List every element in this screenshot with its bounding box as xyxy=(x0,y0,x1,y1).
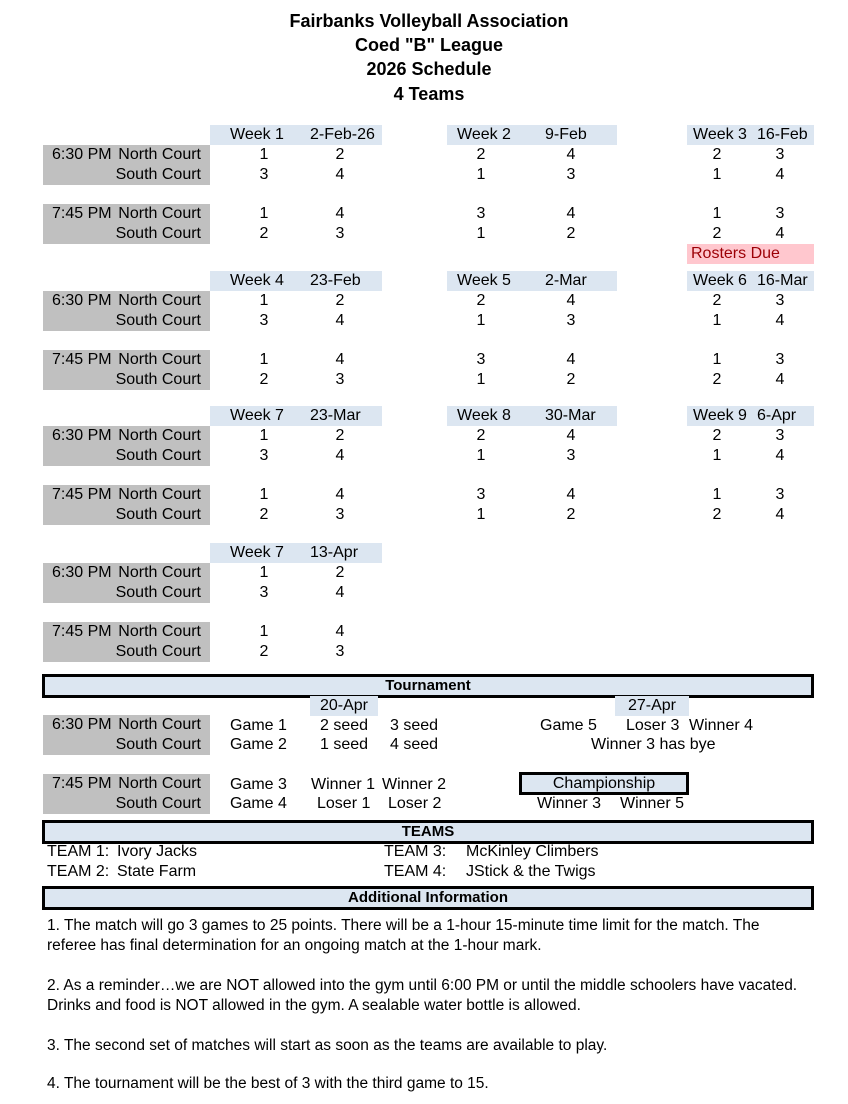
week-date: 30-Mar xyxy=(545,407,596,424)
match-team: 3 xyxy=(259,584,269,601)
match-team: 1 xyxy=(712,312,722,329)
time-label: 7:45 PM xyxy=(52,775,112,792)
match-team: 1 xyxy=(259,623,269,640)
match-team: 2 xyxy=(712,427,722,444)
match-team: 2 xyxy=(259,371,269,388)
match-team: 4 xyxy=(335,166,345,183)
court-label: North Court xyxy=(118,427,201,444)
match-team: 1 xyxy=(476,447,486,464)
week-label: Week 4 xyxy=(230,272,284,289)
week-label: Week 7 xyxy=(230,407,284,424)
time-label: 7:45 PM xyxy=(52,205,112,222)
time-block-630 xyxy=(43,145,210,185)
match-team: 3 xyxy=(335,643,345,660)
match-team: 4 xyxy=(335,351,345,368)
match-team: 1 xyxy=(259,564,269,581)
week-header xyxy=(210,406,382,426)
week-label: Week 1 xyxy=(230,126,284,143)
match-team: 3 xyxy=(775,427,785,444)
info-item-4: 4. The tournament will be the best of 3 with the third game to 15. xyxy=(47,1075,489,1092)
match-team: 2 xyxy=(712,146,722,163)
week-date: 2-Feb-26 xyxy=(310,126,375,143)
team-2-name: State Farm xyxy=(117,863,197,880)
time-label: 6:30 PM xyxy=(52,292,112,309)
week-label: Week 8 xyxy=(457,407,511,424)
game-label: Game 3 xyxy=(230,776,287,793)
match-team: 2 xyxy=(476,427,486,444)
week-header xyxy=(210,543,382,563)
match-team: 1 xyxy=(259,486,269,503)
week-date: 23-Feb xyxy=(310,272,361,289)
match-team: 3 xyxy=(335,506,345,523)
match-team: 4 xyxy=(775,371,785,388)
championship-team-b: Winner 5 xyxy=(620,795,685,812)
game-team-b: Winner 4 xyxy=(689,717,754,734)
match-team: 4 xyxy=(566,486,576,503)
time-label: 6:30 PM xyxy=(52,564,112,581)
game-team-a: Winner 1 xyxy=(311,776,376,793)
week-header xyxy=(687,125,814,145)
week-header xyxy=(447,271,617,291)
match-team: 3 xyxy=(259,166,269,183)
match-team: 2 xyxy=(335,146,345,163)
week-header xyxy=(210,271,382,291)
week-date: 16-Feb xyxy=(757,126,808,143)
time-block-630 xyxy=(43,563,210,603)
match-team: 4 xyxy=(566,351,576,368)
time-label: 7:45 PM xyxy=(52,623,112,640)
title-schedule: 2026 Schedule xyxy=(366,59,492,79)
team-4-name: JStick & the Twigs xyxy=(466,863,596,880)
tournament-time-block-745 xyxy=(43,774,210,814)
game-team-b: 4 seed xyxy=(390,736,439,753)
week-header xyxy=(447,125,617,145)
match-team: 2 xyxy=(335,564,345,581)
game-label: Game 2 xyxy=(230,736,287,753)
match-team: 4 xyxy=(775,447,785,464)
match-team: 2 xyxy=(712,225,722,242)
match-team: 1 xyxy=(259,205,269,222)
tournament-header: Tournament xyxy=(42,674,814,698)
match-team: 4 xyxy=(335,584,345,601)
time-block-630 xyxy=(43,426,210,466)
match-team: 4 xyxy=(566,427,576,444)
court-label: South Court xyxy=(115,643,201,660)
week-label: Week 7 xyxy=(230,544,284,561)
court-label: North Court xyxy=(118,775,201,792)
week-date: 13-Apr xyxy=(310,544,359,561)
match-team: 2 xyxy=(712,292,722,309)
court-label: South Court xyxy=(115,447,201,464)
court-label: South Court xyxy=(115,312,201,329)
match-team: 2 xyxy=(476,292,486,309)
match-team: 2 xyxy=(335,292,345,309)
match-team: 1 xyxy=(259,146,269,163)
team-2-label: TEAM 2: xyxy=(47,863,110,880)
game-team-b: 3 seed xyxy=(390,717,439,734)
match-team: 3 xyxy=(566,447,576,464)
match-team: 1 xyxy=(712,486,722,503)
time-label: 7:45 PM xyxy=(52,351,112,368)
week-label: Week 3 xyxy=(693,126,747,143)
match-team: 3 xyxy=(259,447,269,464)
bye-note: Winner 3 has bye xyxy=(591,736,716,753)
match-team: 2 xyxy=(259,643,269,660)
tournament-time-block-630 xyxy=(43,715,210,755)
championship-header: Championship xyxy=(519,772,689,795)
time-label: 6:30 PM xyxy=(52,716,112,733)
tournament-date-2 xyxy=(615,696,689,716)
game-team-a: Loser 1 xyxy=(317,795,371,812)
time-block-745 xyxy=(43,350,210,390)
week-label: Week 9 xyxy=(693,407,747,424)
match-team: 2 xyxy=(566,225,576,242)
week-date: 2-Mar xyxy=(545,272,587,289)
week-date: 9-Feb xyxy=(545,126,587,143)
time-block-745 xyxy=(43,485,210,525)
additional-info-header: Additional Information xyxy=(42,886,814,910)
week-date: 6-Apr xyxy=(757,407,797,424)
court-label: South Court xyxy=(115,736,201,753)
match-team: 1 xyxy=(476,312,486,329)
time-label: 6:30 PM xyxy=(52,427,112,444)
team-1-name: Ivory Jacks xyxy=(117,843,198,860)
court-label: South Court xyxy=(115,584,201,601)
court-label: North Court xyxy=(118,351,201,368)
match-team: 1 xyxy=(712,166,722,183)
week-label: Week 2 xyxy=(457,126,511,143)
time-label: 6:30 PM xyxy=(52,146,112,163)
week-header xyxy=(687,271,814,291)
match-team: 3 xyxy=(775,486,785,503)
match-team: 3 xyxy=(335,225,345,242)
week-label: Week 5 xyxy=(457,272,511,289)
week-label: Week 6 xyxy=(693,272,747,289)
team-3-name: McKinley Climbers xyxy=(466,843,599,860)
court-label: North Court xyxy=(118,564,201,581)
week-header xyxy=(447,406,617,426)
match-team: 4 xyxy=(335,486,345,503)
court-label: North Court xyxy=(118,486,201,503)
rosters-due-note: Rosters Due xyxy=(687,244,814,264)
game-team-a: Loser 3 xyxy=(626,717,680,734)
court-label: North Court xyxy=(118,292,201,309)
title-teams-count: 4 Teams xyxy=(393,84,465,104)
team-3-label: TEAM 3: xyxy=(384,843,447,860)
match-team: 4 xyxy=(566,292,576,309)
court-label: South Court xyxy=(115,371,201,388)
match-team: 1 xyxy=(259,292,269,309)
match-team: 3 xyxy=(566,312,576,329)
game-team-a: 2 seed xyxy=(320,717,369,734)
week-header xyxy=(687,406,814,426)
match-team: 1 xyxy=(476,166,486,183)
court-label: South Court xyxy=(115,795,201,812)
info-item-1: 1. The match will go 3 games to 25 points. There will be a 1-hour 15-minute time limit for the match. The referee has final determination for an ongoing match at the 1-hour mark. xyxy=(47,917,760,954)
time-label: 7:45 PM xyxy=(52,486,112,503)
title-league: Coed "B" League xyxy=(354,35,504,55)
match-team: 2 xyxy=(476,146,486,163)
match-team: 4 xyxy=(335,623,345,640)
court-label: North Court xyxy=(118,623,201,640)
teams-header: TEAMS xyxy=(42,820,814,844)
title-association: Fairbanks Volleyball Association xyxy=(289,11,569,31)
match-team: 2 xyxy=(259,225,269,242)
match-team: 3 xyxy=(775,292,785,309)
court-label: South Court xyxy=(115,506,201,523)
tournament-date-1-label: 20-Apr xyxy=(319,697,369,714)
tournament-date-1 xyxy=(310,696,378,716)
match-team: 1 xyxy=(712,351,722,368)
time-block-630 xyxy=(43,291,210,331)
match-team: 4 xyxy=(775,312,785,329)
game-team-b: Loser 2 xyxy=(388,795,442,812)
match-team: 2 xyxy=(566,371,576,388)
court-label: North Court xyxy=(118,205,201,222)
game-team-b: Winner 2 xyxy=(382,776,447,793)
match-team: 1 xyxy=(712,205,722,222)
match-team: 4 xyxy=(775,225,785,242)
match-team: 3 xyxy=(775,351,785,368)
match-team: 3 xyxy=(259,312,269,329)
match-team: 4 xyxy=(335,312,345,329)
match-team: 1 xyxy=(476,371,486,388)
time-block-745 xyxy=(43,622,210,662)
team-4-label: TEAM 4: xyxy=(384,863,447,880)
championship-team-a: Winner 3 xyxy=(537,795,602,812)
match-team: 3 xyxy=(775,205,785,222)
match-team: 1 xyxy=(476,225,486,242)
team-1-label: TEAM 1: xyxy=(47,843,110,860)
match-team: 3 xyxy=(476,486,486,503)
match-team: 2 xyxy=(712,371,722,388)
match-team: 4 xyxy=(775,166,785,183)
match-team: 3 xyxy=(476,205,486,222)
match-team: 3 xyxy=(566,166,576,183)
week-date: 16-Mar xyxy=(757,272,808,289)
match-team: 4 xyxy=(335,447,345,464)
court-label: South Court xyxy=(115,166,201,183)
match-team: 1 xyxy=(259,351,269,368)
court-label: North Court xyxy=(118,146,201,163)
match-team: 4 xyxy=(775,506,785,523)
info-item-2: 2. As a reminder…we are NOT allowed into the gym until 6:00 PM or until the middle schoolers have vacated. Drinks and food is NOT allowed in the gym. A sealable water bottle is allowed. xyxy=(47,977,798,1014)
week-date: 23-Mar xyxy=(310,407,361,424)
match-team: 4 xyxy=(335,205,345,222)
match-team: 3 xyxy=(476,351,486,368)
game-team-a: 1 seed xyxy=(320,736,369,753)
match-team: 3 xyxy=(775,146,785,163)
match-team: 1 xyxy=(476,506,486,523)
match-team: 4 xyxy=(566,205,576,222)
match-team: 2 xyxy=(335,427,345,444)
week-header xyxy=(210,125,382,145)
game-label: Game 1 xyxy=(230,717,287,734)
info-item-3: 3. The second set of matches will start as soon as the teams are available to play. xyxy=(47,1037,608,1054)
match-team: 2 xyxy=(259,506,269,523)
match-team: 1 xyxy=(712,447,722,464)
time-block-745 xyxy=(43,204,210,244)
match-team: 2 xyxy=(566,506,576,523)
match-team: 1 xyxy=(259,427,269,444)
court-label: South Court xyxy=(115,225,201,242)
match-team: 4 xyxy=(566,146,576,163)
court-label: North Court xyxy=(118,716,201,733)
match-team: 3 xyxy=(335,371,345,388)
match-team: 2 xyxy=(712,506,722,523)
game-label: Game 4 xyxy=(230,795,287,812)
game-label: Game 5 xyxy=(540,717,597,734)
tournament-date-2-label: 27-Apr xyxy=(627,697,677,714)
